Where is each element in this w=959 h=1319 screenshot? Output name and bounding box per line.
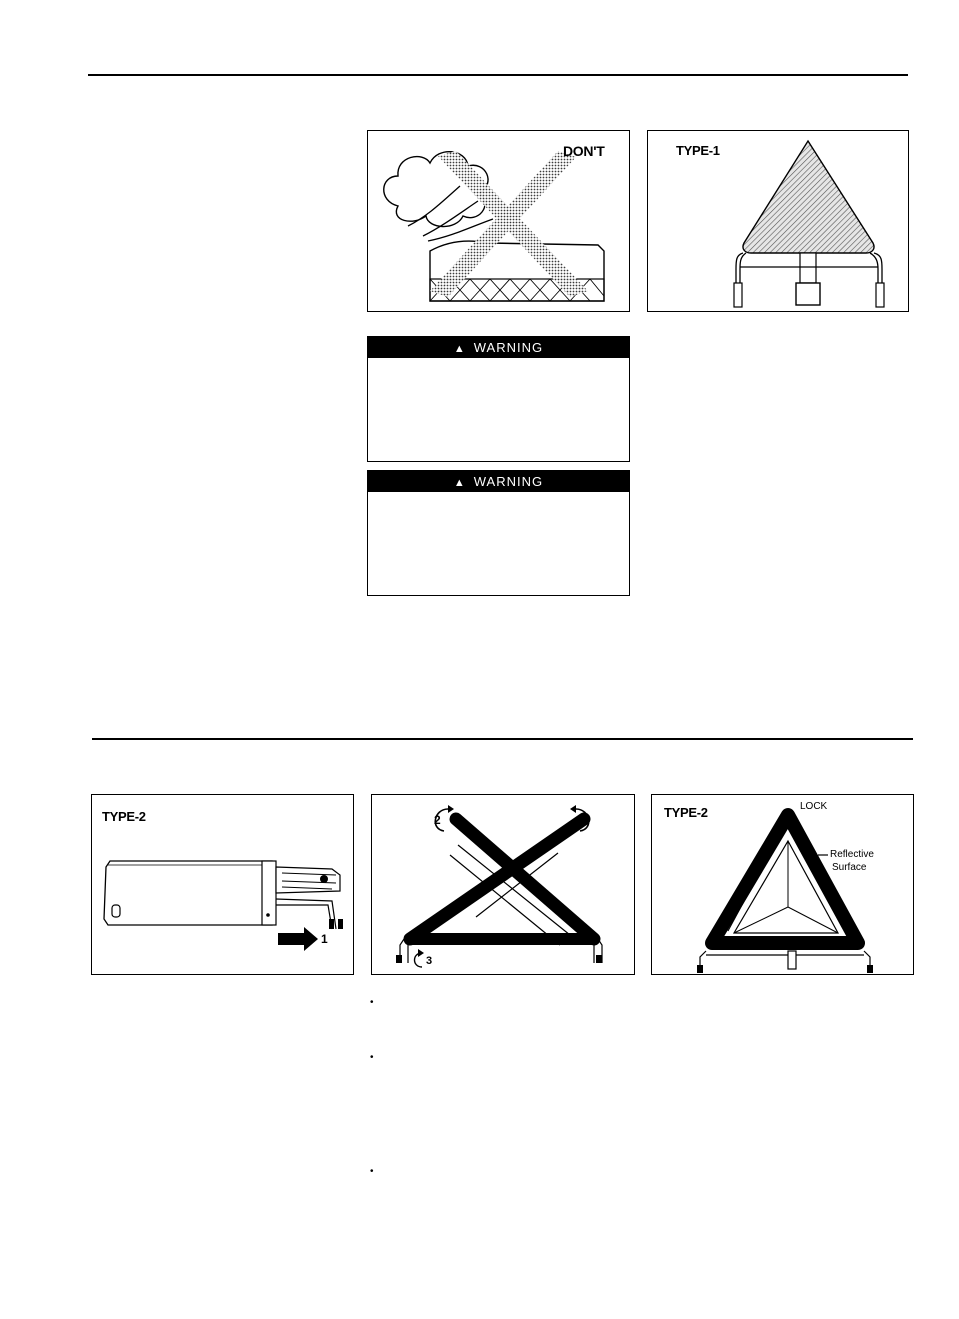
lock-label: LOCK <box>800 801 828 812</box>
bullet-2: • <box>370 1052 374 1063</box>
warning-header-2 <box>368 471 629 492</box>
bullet-1: • <box>370 997 374 1008</box>
warning-title-1: WARNING <box>473 340 544 355</box>
type2-triangle-label: TYPE-2 <box>664 805 708 820</box>
type2-triangle-figure <box>651 794 914 975</box>
step-2-left-label: 2 <box>434 813 441 827</box>
top-divider <box>88 74 908 76</box>
step-2-right-label: 2 <box>577 813 584 827</box>
step-3-label: 3 <box>426 955 433 967</box>
warning-triangle-icon: ▲ <box>453 343 466 355</box>
dont-figure <box>367 130 630 312</box>
surface-label: Surface <box>832 862 867 873</box>
type1-label: TYPE-1 <box>676 143 720 158</box>
warning-title-2: WARNING <box>473 474 544 489</box>
type1-figure <box>647 130 909 312</box>
type2-case-label: TYPE-2 <box>102 809 146 824</box>
warning-header-1 <box>368 337 629 358</box>
dont-label: DON'T <box>563 143 605 159</box>
bullet-3: • <box>370 1166 374 1177</box>
warning-triangle-icon: ▲ <box>453 477 466 489</box>
reflective-label: Reflective <box>830 849 874 860</box>
warning-box-1 <box>367 336 630 462</box>
section-divider <box>92 738 913 740</box>
type2-case-figure <box>91 794 354 975</box>
step-1-label: 1 <box>321 932 328 946</box>
warning-box-2 <box>367 470 630 596</box>
type2-unfold-figure <box>371 794 635 975</box>
